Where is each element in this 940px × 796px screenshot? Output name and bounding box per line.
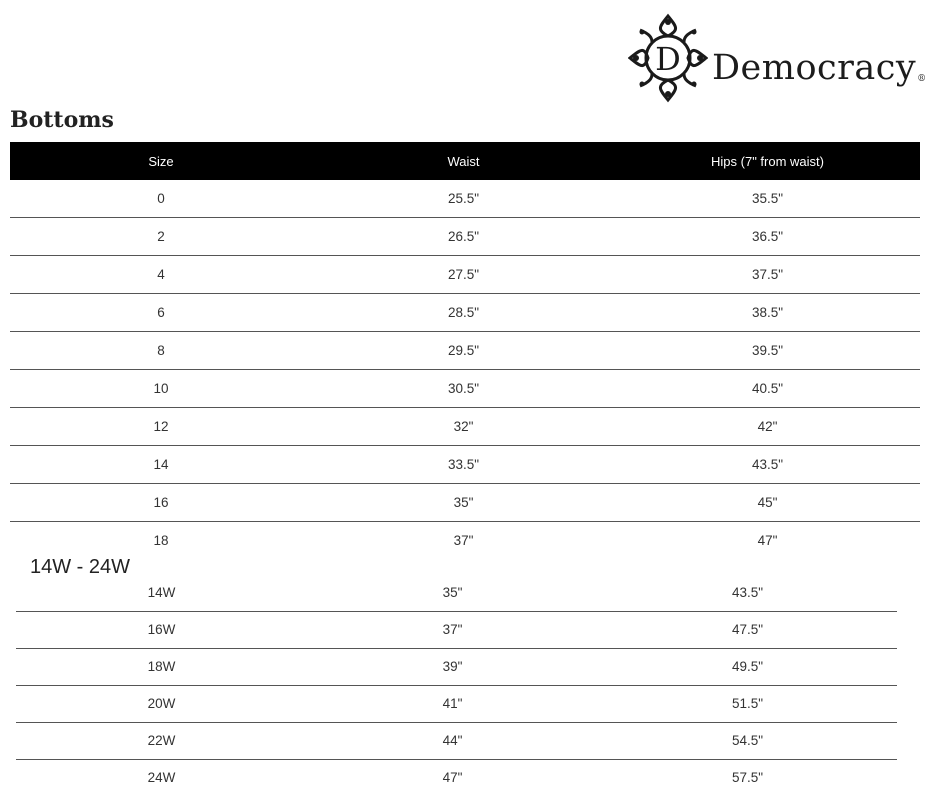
size-cell: 20W bbox=[147, 696, 176, 711]
hips-cell: 40.5" bbox=[751, 380, 784, 396]
table-row bbox=[16, 649, 897, 686]
table-row bbox=[10, 484, 920, 522]
table-row bbox=[16, 686, 897, 723]
table-row bbox=[10, 408, 920, 446]
table-row bbox=[16, 575, 897, 612]
plus-size-title: 14W - 24W bbox=[30, 556, 131, 578]
section-title: Bottoms bbox=[10, 107, 114, 133]
header-hips: Hips (7" from waist) bbox=[711, 153, 824, 169]
waist-cell: 47" bbox=[442, 770, 463, 785]
brand-logo bbox=[628, 12, 927, 104]
size-cell: 16W bbox=[147, 622, 176, 637]
size-cell: 10 bbox=[153, 380, 169, 396]
waist-cell: 25.5" bbox=[447, 190, 480, 206]
hips-cell: 39.5" bbox=[751, 342, 784, 358]
plus-size-table bbox=[16, 575, 897, 796]
size-cell: 24W bbox=[147, 770, 176, 785]
header-size: Size bbox=[148, 153, 174, 169]
waist-cell: 28.5" bbox=[447, 304, 480, 320]
table-row bbox=[16, 760, 897, 796]
size-cell: 6 bbox=[157, 304, 165, 320]
table-row bbox=[10, 256, 920, 294]
size-cell: 18W bbox=[147, 659, 176, 674]
waist-cell: 35" bbox=[442, 585, 463, 600]
waist-cell: 37" bbox=[442, 622, 463, 637]
waist-cell: 27.5" bbox=[447, 266, 480, 282]
hips-cell: 36.5" bbox=[751, 228, 784, 244]
size-cell: 0 bbox=[157, 190, 165, 206]
hips-cell: 43.5" bbox=[731, 585, 764, 600]
table-row bbox=[10, 522, 920, 559]
hips-cell: 49.5" bbox=[731, 659, 764, 674]
waist-cell: 41" bbox=[442, 696, 463, 711]
table-row bbox=[10, 218, 920, 256]
table-row bbox=[10, 180, 920, 218]
registered-mark: ® bbox=[917, 74, 927, 84]
waist-cell: 33.5" bbox=[447, 456, 480, 472]
waist-cell: 35" bbox=[453, 494, 474, 510]
size-cell: 22W bbox=[147, 733, 176, 748]
table-row bbox=[16, 612, 897, 649]
table-row bbox=[16, 723, 897, 760]
ornament-icon bbox=[628, 12, 708, 104]
size-cell: 14 bbox=[153, 456, 169, 472]
hips-cell: 43.5" bbox=[751, 456, 784, 472]
table-row bbox=[10, 294, 920, 332]
table-header bbox=[10, 142, 920, 180]
hips-cell: 35.5" bbox=[751, 190, 784, 206]
table-row bbox=[10, 332, 920, 370]
hips-cell: 47.5" bbox=[731, 622, 764, 637]
hips-cell: 54.5" bbox=[731, 733, 764, 748]
waist-cell: 37" bbox=[453, 532, 474, 548]
size-cell: 16 bbox=[153, 494, 169, 510]
hips-cell: 38.5" bbox=[751, 304, 784, 320]
hips-cell: 42" bbox=[757, 418, 778, 434]
waist-cell: 30.5" bbox=[447, 380, 480, 396]
waist-cell: 29.5" bbox=[447, 342, 480, 358]
logo-letter: D bbox=[655, 40, 681, 78]
size-cell: 18 bbox=[153, 532, 169, 548]
brand-name: Democracy bbox=[712, 48, 917, 88]
hips-cell: 45" bbox=[757, 494, 778, 510]
size-table bbox=[10, 142, 920, 559]
table-row bbox=[10, 446, 920, 484]
hips-cell: 57.5" bbox=[731, 770, 764, 785]
hips-cell: 37.5" bbox=[751, 266, 784, 282]
size-cell: 2 bbox=[157, 228, 165, 244]
size-cell: 14W bbox=[147, 585, 176, 600]
hips-cell: 51.5" bbox=[731, 696, 764, 711]
size-cell: 12 bbox=[153, 418, 169, 434]
waist-cell: 39" bbox=[442, 659, 463, 674]
waist-cell: 26.5" bbox=[447, 228, 480, 244]
hips-cell: 47" bbox=[757, 532, 778, 548]
table-row bbox=[10, 370, 920, 408]
waist-cell: 32" bbox=[453, 418, 474, 434]
size-cell: 4 bbox=[157, 266, 165, 282]
header-waist: Waist bbox=[447, 153, 480, 169]
size-cell: 8 bbox=[157, 342, 165, 358]
waist-cell: 44" bbox=[442, 733, 463, 748]
